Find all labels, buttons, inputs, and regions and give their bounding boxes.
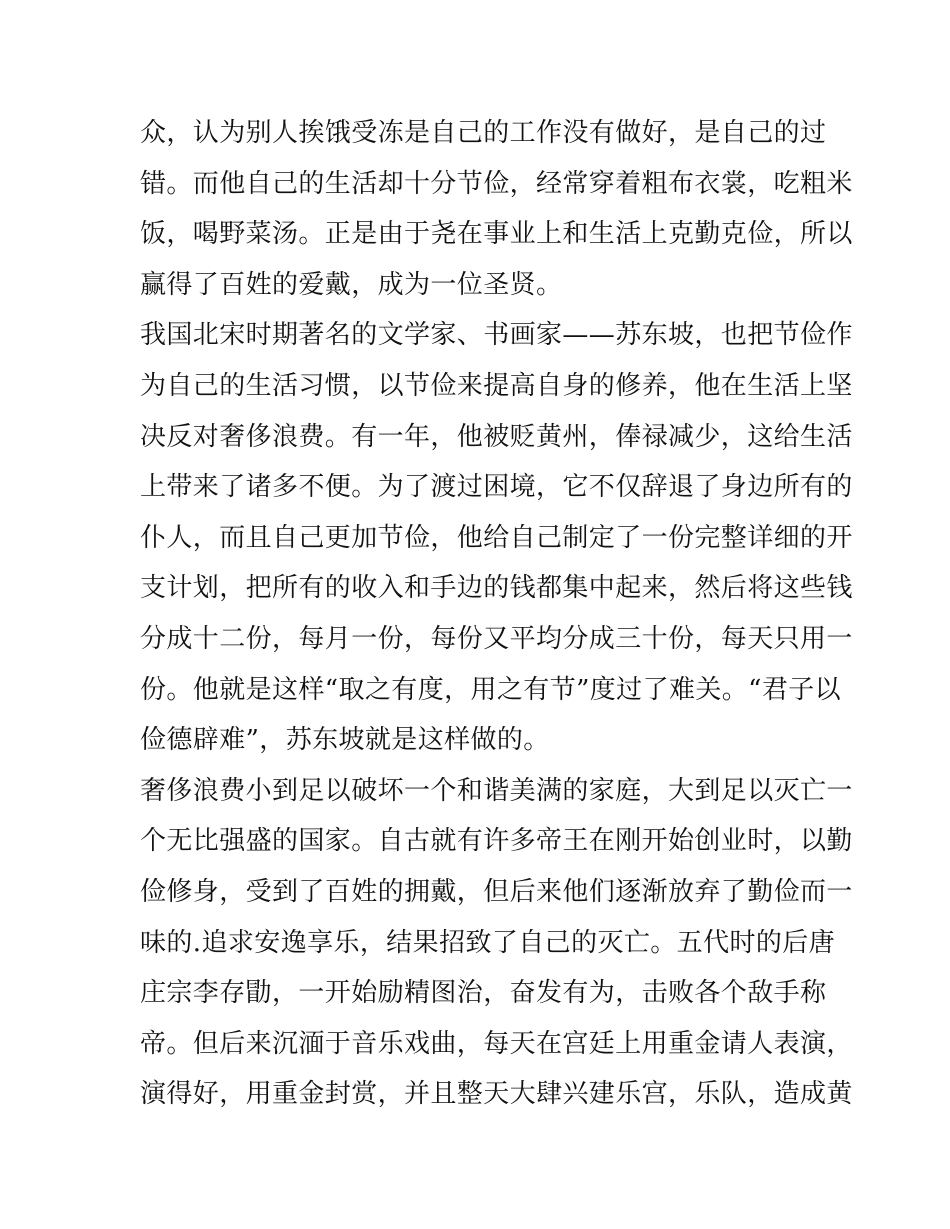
text-line: 味的.追求安逸享乐，结果招致了自己的灭亡。五代时的后唐 <box>140 927 836 958</box>
text-line: 分成十二份，每月一份，每份又平均分成三十份，每天只用一 <box>140 623 853 654</box>
paragraph-3 <box>140 766 853 1120</box>
text-line: 庄宗李存勖，一开始励精图治，奋发有为，击败各个敌手称 <box>140 978 827 1009</box>
text-line: 演得好，用重金封赏，并且整天大肆兴建乐宫，乐队，造成黄 <box>140 1079 853 1110</box>
text-line: 决反对奢侈浪费。有一年，他被贬黄州，俸禄减少，这给生活 <box>140 421 853 452</box>
document-body <box>140 108 853 1120</box>
text-line: 仆人，而且自己更加节俭，他给自己制定了一份完整详细的开 <box>140 522 853 553</box>
paragraph-2 <box>140 310 853 765</box>
text-line: 支计划，把所有的收入和手边的钱都集中起来，然后将这些钱 <box>140 573 853 604</box>
text-line: 上带来了诸多不便。为了渡过困境，它不仅辞退了身边所有的 <box>140 472 853 503</box>
paragraph-1 <box>140 108 853 310</box>
text-line: 俭修身，受到了百姓的拥戴，但后来他们逐渐放弃了勤俭而一 <box>140 876 853 907</box>
text-line: 帝。但后来沉湎于音乐戏曲，每天在宫廷上用重金请人表演， <box>140 1028 853 1059</box>
text-line: 为自己的生活习惯，以节俭来提高自身的修养，他在生活上坚 <box>140 370 853 401</box>
text-line: 俭德辟难”，苏东坡就是这样做的。 <box>140 725 550 756</box>
text-line: 我国北宋时期著名的文学家、书画家——苏东坡，也把节俭作 <box>140 320 853 351</box>
text-line: 众，认为别人挨饿受冻是自己的工作没有做好，是自己的过 <box>140 118 827 148</box>
text-line: 份。他就是这样“取之有度，用之有节”度过了难关。“君子以 <box>140 674 842 705</box>
text-line: 奢侈浪费小到足以破坏一个和谐美满的家庭，大到足以灭亡一 <box>140 775 853 806</box>
text-line: 赢得了百姓的爱戴，成为一位圣贤。 <box>140 269 563 300</box>
text-line: 个无比强盛的国家。自古就有许多帝王在刚开始创业时，以勤 <box>140 826 853 857</box>
text-line: 饭，喝野菜汤。正是由于尧在事业上和生活上克勤克俭，所以 <box>140 219 853 250</box>
text-line: 错。而他自己的生活却十分节俭，经常穿着粗布衣裳，吃粗米 <box>140 168 853 199</box>
